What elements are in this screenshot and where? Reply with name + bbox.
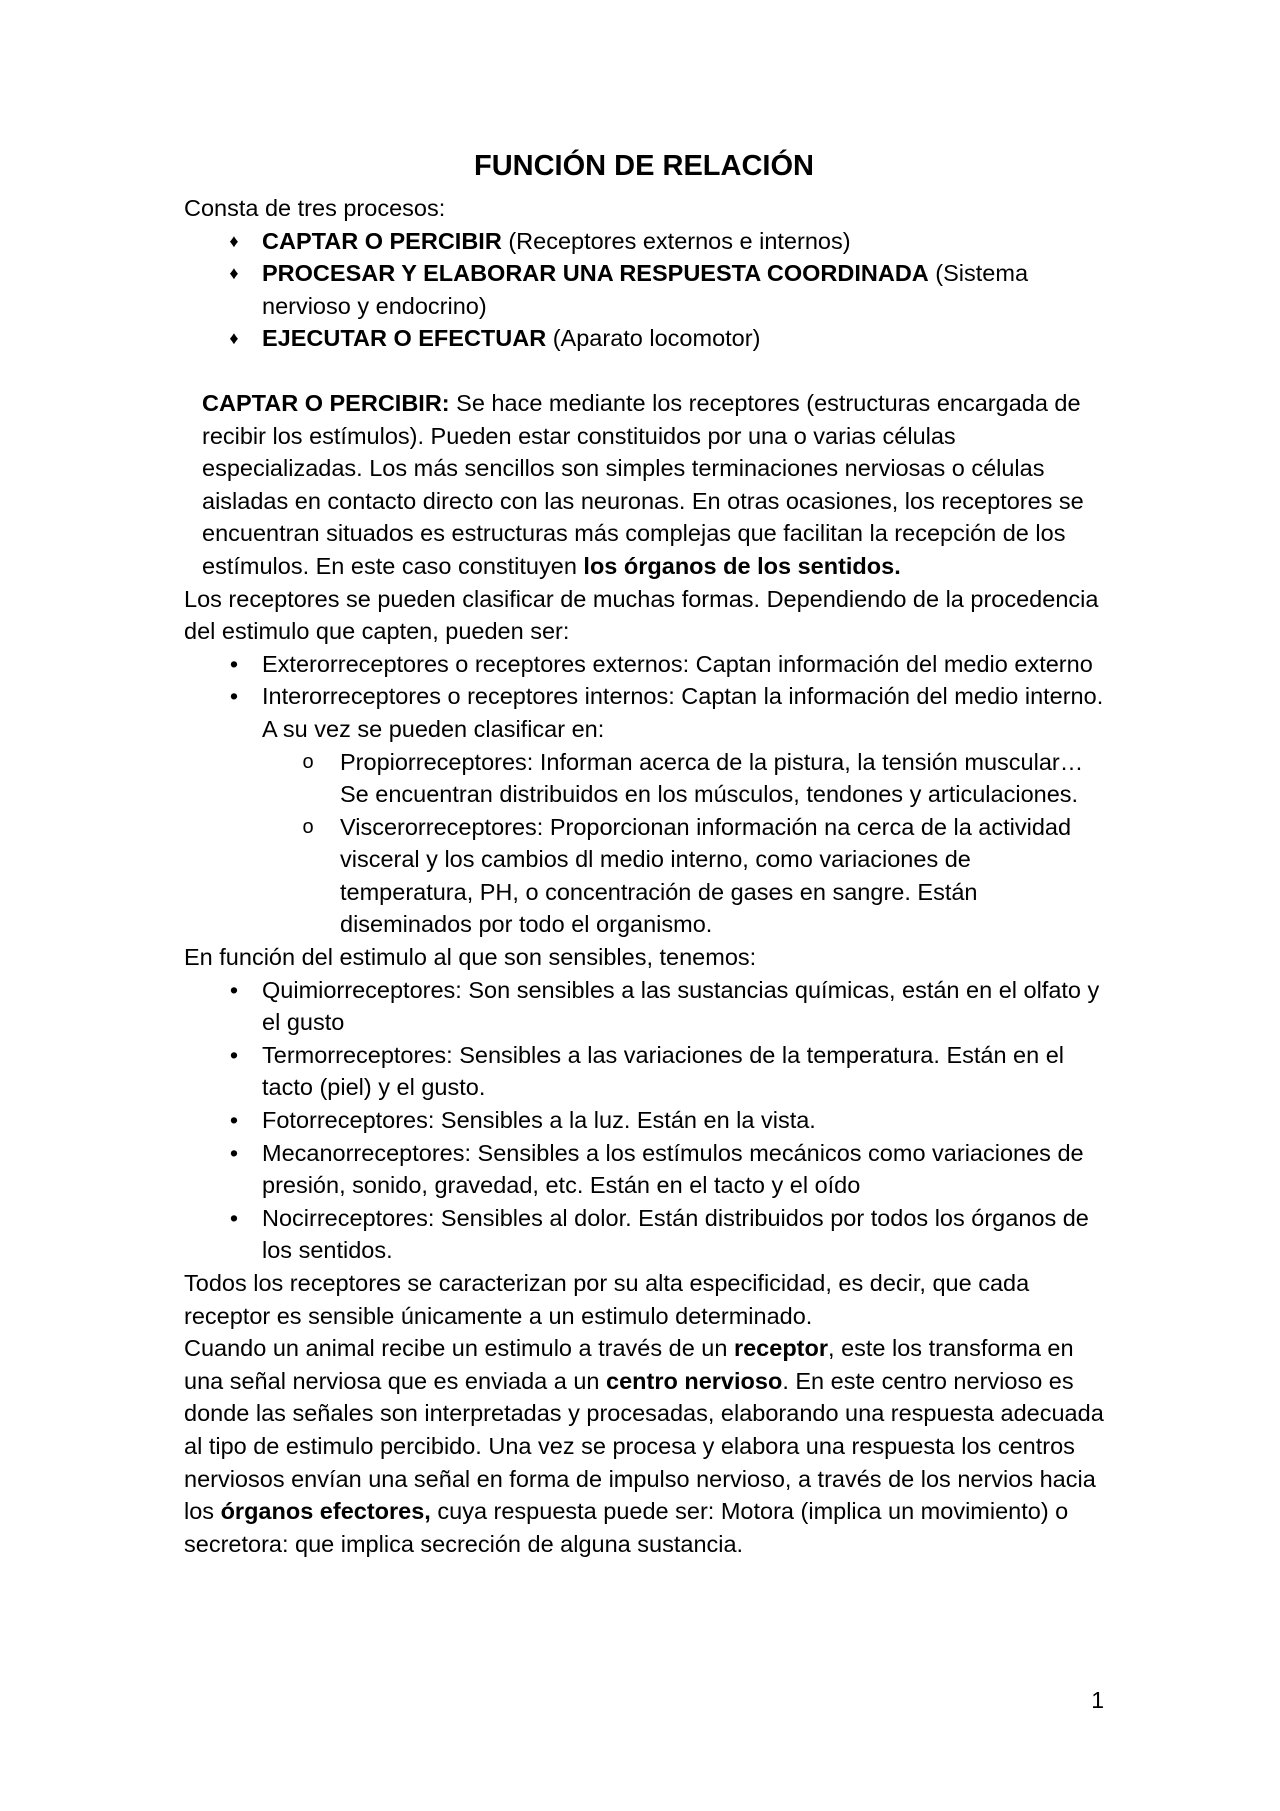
list-item xyxy=(184,680,1104,745)
list-item xyxy=(184,322,1104,355)
list-item-text: Exterorreceptores o receptores externos: Captan información del medio externo xyxy=(262,650,1093,677)
process-name: CAPTAR O PERCIBIR xyxy=(262,227,502,254)
list-item-text: Fotorreceptores: Sensibles a la luz. Están en la vista. xyxy=(262,1107,816,1134)
list-item xyxy=(184,974,1104,1039)
dot-bullet-icon: • xyxy=(229,1204,239,1231)
list-item xyxy=(184,1104,1104,1137)
list-item-text: Nocirreceptores: Sensibles al dolor. Están distribuidos por todos los órganos de los sentidos. xyxy=(262,1204,1089,1264)
list-item xyxy=(184,225,1104,258)
final-text: . En este centro nervioso es donde las señales son interpretadas y procesadas, elaborando una respuesta adecuada al tipo de estimulo percibido. Una vez se procesa y elabora una respuesta los centros nerviosos envían una señal en forma de impulso nervioso, a través de los nervios hacia los xyxy=(184,1367,1104,1525)
dot-bullet-icon: • xyxy=(229,976,239,1003)
spacer xyxy=(184,355,1104,387)
diamond-bullet-icon: ♦ xyxy=(229,230,239,251)
circle-bullet-icon: o xyxy=(302,750,314,773)
list-item xyxy=(184,1202,1104,1267)
dot-bullet-icon: • xyxy=(229,1107,239,1134)
process-detail: (Receptores externos e internos) xyxy=(501,227,851,254)
dot-bullet-icon: • xyxy=(229,650,239,677)
final-bold-term: centro nervioso xyxy=(606,1367,783,1394)
final-paragraph xyxy=(184,1332,1104,1560)
final-bold-term: receptor xyxy=(733,1335,829,1362)
dot-bullet-icon: • xyxy=(229,1041,239,1068)
process-list xyxy=(184,225,1104,355)
process-name: PROCESAR Y ELABORAR UNA RESPUESTA COORDINADA xyxy=(262,260,929,287)
classification-intro: Los receptores se pueden clasificar de muchas formas. Dependiendo de la procedencia del estimulo que capten, pueden ser: xyxy=(184,585,1099,645)
list-item-text: Interorreceptores o receptores internos: Captan la información del medio interno. A su vez se pueden clasificar en: xyxy=(262,683,1104,742)
list-item xyxy=(184,811,1104,941)
final-text: , este los transforma en una señal nerviosa que es enviada a un xyxy=(184,1335,1074,1394)
document-body xyxy=(184,146,1104,1560)
list-item-text: Termorreceptores: Sensibles a las variaciones de la temperatura. Están en el tacto (piel) y el gusto. xyxy=(262,1041,1065,1101)
internal-receptor-list xyxy=(184,746,1104,942)
page-number: 1 xyxy=(1091,1687,1104,1713)
captar-lead: CAPTAR O PERCIBIR: xyxy=(202,389,450,416)
dot-bullet-icon: • xyxy=(229,1139,239,1166)
list-item-text: Mecanorreceptores: Sensibles a los estímulos mecánicos como variaciones de presión, sonido, gravedad, etc. Están en el tacto y el oído xyxy=(262,1139,1084,1199)
page-title: FUNCIÓN DE RELACIÓN xyxy=(474,150,814,182)
process-detail: (Aparato locomotor) xyxy=(546,325,761,352)
specificity-paragraph: Todos los receptores se caracterizan por su alta especificidad, es decir, que cada receptor es sensible únicamente a un estimulo determinado. xyxy=(184,1270,1030,1329)
list-item xyxy=(184,1039,1104,1104)
intro-paragraph: Consta de tres procesos: xyxy=(184,195,446,221)
stimulus-intro: En función del estimulo al que son sensibles, tenemos: xyxy=(184,944,757,971)
list-item xyxy=(184,1137,1104,1202)
list-item xyxy=(184,257,1104,322)
captar-paragraph xyxy=(184,387,1104,583)
captar-end: los órganos de los sentidos. xyxy=(583,552,901,579)
process-name: EJECUTAR O EFECTUAR xyxy=(262,325,547,352)
list-item-text: Propiorreceptores: Informan acerca de la pistura, la tensión muscular… Se encuentran distribuidos en los músculos, tendones y articulaciones. xyxy=(340,748,1084,808)
diamond-bullet-icon: ♦ xyxy=(229,328,239,349)
list-item-text: Viscerorreceptores: Proporcionan información na cerca de la actividad visceral y los cambios dl medio interno, como variaciones de temperatura, PH, o concentración de gases en sangre. Están diseminados por todo el organismo. xyxy=(340,813,1072,938)
dot-bullet-icon: • xyxy=(229,683,239,710)
final-text: cuya respuesta puede ser: Motora (implica un movimiento) o secretora: que implica secreción de alguna sustancia. xyxy=(184,1498,1069,1557)
process-detail: (Sistema nervioso y endocrino) xyxy=(262,260,1029,319)
list-item xyxy=(184,648,1104,681)
list-item xyxy=(184,746,1104,811)
receptor-type-list xyxy=(184,974,1104,1267)
final-bold-term: órganos efectores, xyxy=(220,1498,431,1525)
diamond-bullet-icon: ♦ xyxy=(229,263,239,284)
final-text: Cuando un animal recibe un estimulo a través de un xyxy=(184,1335,734,1362)
origin-list xyxy=(184,648,1104,746)
list-item-text: Quimiorreceptores: Son sensibles a las sustancias químicas, están en el olfato y el gusto xyxy=(262,976,1100,1036)
circle-bullet-icon: o xyxy=(302,815,314,838)
captar-text: Se hace mediante los receptores (estructuras encargada de recibir los estímulos). Pueden estar constituidos por una o varias células especializadas. Los más sencillos son simples terminaciones nerviosas o células aisladas en contacto directo con las neuronas. En otras ocasiones, los receptores se encuentran situados es estructuras más complejas que facilitan la recepción de los estímulos. En este caso constituyen xyxy=(202,389,1084,579)
